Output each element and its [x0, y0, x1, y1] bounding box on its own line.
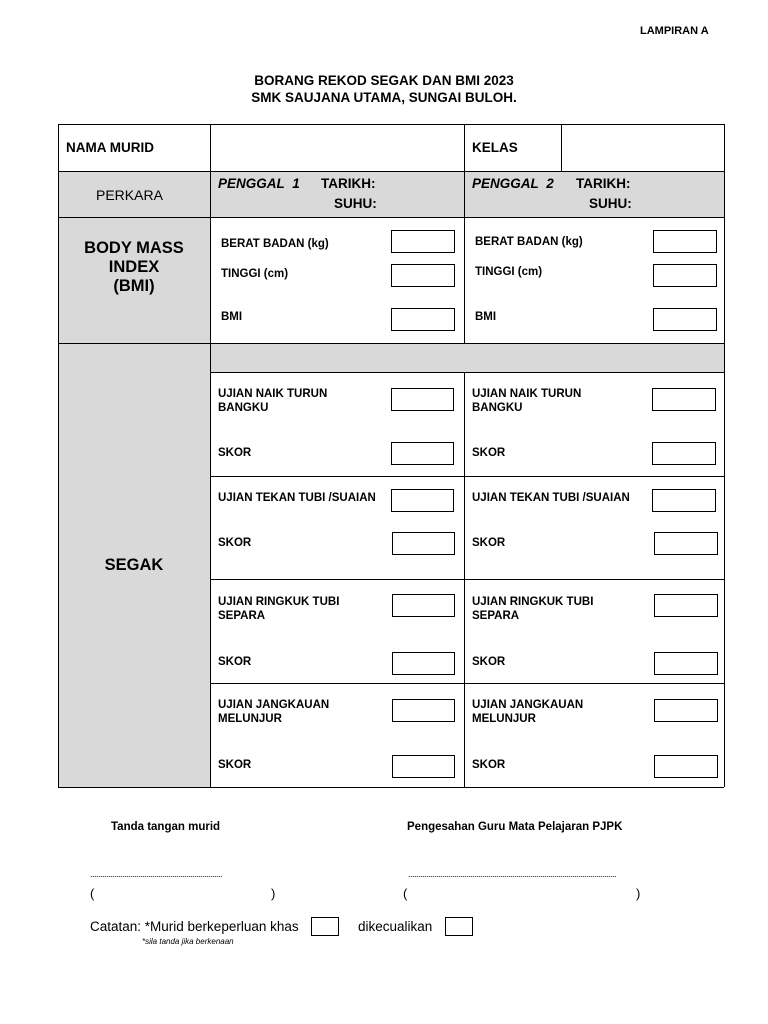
perkara-label: PERKARA [96, 187, 163, 203]
p1-test2-label: UJIAN TEKAN TUBI /SUAIAN [218, 492, 376, 504]
p1-test3-skor-label: SKOR [218, 656, 252, 668]
form-title: BORANG REKOD SEGAK DAN BMI 2023 [254, 73, 514, 88]
p2-test4-input[interactable] [654, 699, 718, 722]
p2-test2-input[interactable] [652, 489, 716, 512]
teacher-paren-close: ) [636, 886, 641, 901]
nama-murid-field[interactable] [212, 126, 463, 170]
sila-tanda-note: *sila tanda jika berkenaan [142, 937, 234, 946]
khas-checkbox[interactable] [311, 917, 339, 936]
p1-tinggi-label: TINGGI (cm) [221, 268, 289, 280]
p1-bmi-input[interactable] [391, 308, 455, 331]
segak-header-shade [210, 343, 724, 372]
p1-test4-input[interactable] [392, 699, 455, 722]
p2-test3-skor-label: SKOR [472, 656, 506, 668]
p2-test2-skor-input[interactable] [654, 532, 718, 555]
p1-test1-skor-label: SKOR [218, 447, 252, 459]
p2-test2-label: UJIAN TEKAN TUBI /SUAIAN [472, 492, 630, 504]
teacher-paren-open: ( [403, 886, 408, 901]
p1-test2-input[interactable] [391, 489, 454, 512]
school-name: SMK SAUJANA UTAMA, SUNGAI BULOH. [251, 90, 517, 105]
penggal2-suhu-label: SUHU: [589, 196, 632, 211]
p2-test4-skor-input[interactable] [654, 755, 718, 778]
p2-test4-label: UJIAN JANGKAUAN MELUNJUR [472, 699, 584, 725]
tanda-tangan-label: Tanda tangan murid [111, 821, 221, 833]
kelas-field[interactable] [563, 126, 723, 170]
p1-test4-skor-label: SKOR [218, 759, 252, 771]
student-signature-line[interactable]: .................................................................. [90, 869, 223, 879]
catatan-label: Catatan: *Murid berkeperluan khas [90, 919, 299, 934]
p1-test1-skor-input[interactable] [391, 442, 454, 465]
penggal1-tarikh-label: TARIKH: [321, 176, 376, 191]
p1-test2-skor-label: SKOR [218, 537, 252, 549]
p2-test2-skor-label: SKOR [472, 537, 506, 549]
nama-murid-label: NAMA MURID [66, 140, 154, 155]
p2-test1-label: UJIAN NAIK TURUN BANGKU [472, 388, 582, 414]
bmi-section-label: BODY MASS INDEX (BMI) [84, 239, 184, 295]
p1-test1-label: UJIAN NAIK TURUN BANGKU [218, 388, 328, 414]
p2-test1-input[interactable] [652, 388, 716, 411]
p2-test3-skor-input[interactable] [654, 652, 718, 675]
p1-test4-label: UJIAN JANGKAUAN MELUNJUR [218, 699, 330, 725]
p2-bmi-input[interactable] [653, 308, 717, 331]
p1-test4-skor-input[interactable] [392, 755, 455, 778]
p2-berat-label: BERAT BADAN (kg) [475, 236, 583, 248]
dikecualikan-label: dikecualikan [358, 919, 433, 934]
p1-bmi-label: BMI [221, 311, 243, 323]
p2-test3-input[interactable] [654, 594, 718, 617]
p2-test4-skor-label: SKOR [472, 759, 506, 771]
kelas-label: KELAS [472, 140, 518, 155]
penggal1-suhu-label: SUHU: [334, 196, 377, 211]
p1-berat-input[interactable] [391, 230, 455, 253]
p2-tinggi-label: TINGGI (cm) [475, 266, 543, 278]
penggal1-label: PENGGAL 1 [218, 176, 300, 191]
p1-berat-label: BERAT BADAN (kg) [221, 238, 329, 250]
p2-test1-skor-input[interactable] [652, 442, 716, 465]
p1-test3-input[interactable] [392, 594, 455, 617]
p1-test3-label: UJIAN RINGKUK TUBI SEPARA [218, 596, 340, 622]
p1-tinggi-input[interactable] [391, 264, 455, 287]
penggal2-tarikh-label: TARIKH: [576, 176, 631, 191]
student-paren-close: ) [271, 886, 276, 901]
p2-berat-input[interactable] [653, 230, 717, 253]
teacher-signature-line[interactable]: ........................................................................................................ [408, 869, 617, 879]
dikecualikan-checkbox[interactable] [445, 917, 473, 936]
p1-test1-input[interactable] [391, 388, 454, 411]
p2-bmi-label: BMI [475, 311, 497, 323]
lampiran-label: LAMPIRAN A [640, 25, 709, 37]
p2-test3-label: UJIAN RINGKUK TUBI SEPARA [472, 596, 594, 622]
segak-section-label: SEGAK [104, 556, 164, 574]
penggal2-label: PENGGAL 2 [472, 176, 554, 191]
p2-test1-skor-label: SKOR [472, 447, 506, 459]
student-paren-open: ( [90, 886, 95, 901]
pengesahan-label: Pengesahan Guru Mata Pelajaran PJPK [407, 821, 623, 833]
p1-test2-skor-input[interactable] [392, 532, 455, 555]
p2-tinggi-input[interactable] [653, 264, 717, 287]
p1-test3-skor-input[interactable] [392, 652, 455, 675]
